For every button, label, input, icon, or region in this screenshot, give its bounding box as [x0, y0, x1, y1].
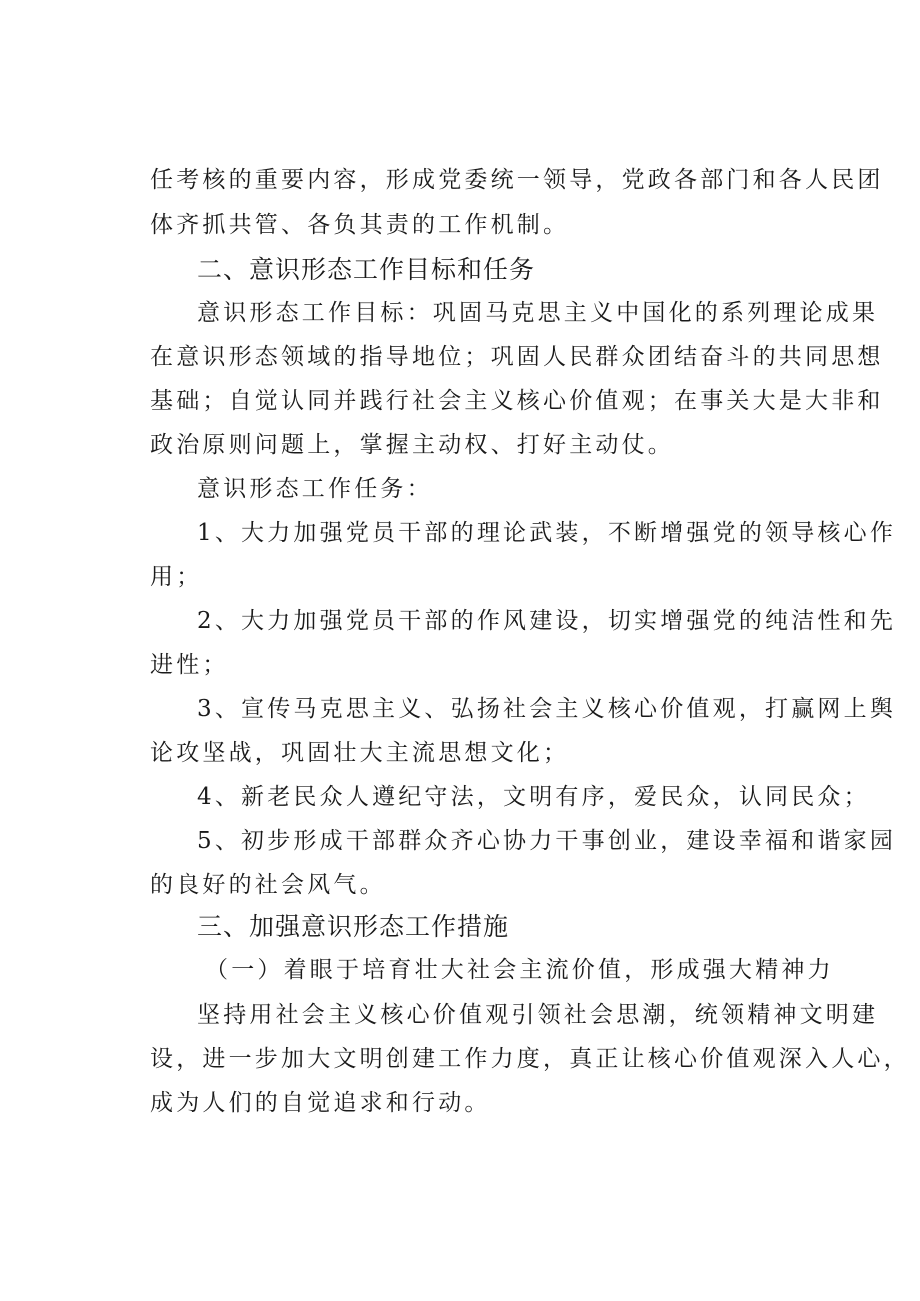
list-item-line: 4、新老民众人遵纪守法，文明有序，爱民众，认同民众；	[197, 784, 870, 810]
section-heading: 三、加强意识形态工作措施	[197, 912, 510, 941]
paragraph-line: 政治原则问题上，掌握主动权、打好主动仗。	[150, 432, 674, 458]
paragraph-line: 意识形态工作目标：巩固马克思主义中国化的系列理论成果	[197, 300, 879, 326]
paragraph-line: 设，进一步加大文明创建工作力度，真正让核心价值观深入人心，	[150, 1046, 910, 1072]
list-item-line: 2、大力加强党员干部的作风建设，切实增强党的纯洁性和先	[197, 608, 897, 634]
paragraph-line: 意识形态工作任务：	[197, 476, 433, 502]
list-item-line: 3、宣传马克思主义、弘扬社会主义核心价值观，打赢网上舆	[197, 696, 897, 722]
list-item-line: 的良好的社会风气。	[150, 872, 386, 898]
paragraph-line: 体齐抓共管、各负其责的工作机制。	[150, 212, 570, 238]
list-item-line: 1、大力加强党员干部的理论武装，不断增强党的领导核心作	[197, 520, 897, 546]
section-heading: 二、意识形态工作目标和任务	[197, 255, 536, 284]
paragraph-line: 坚持用社会主义核心价值观引领社会思潮，统领精神文明建	[197, 1002, 879, 1028]
list-item-line: 用；	[150, 564, 203, 590]
subsection-heading: （一）着眼于培育壮大社会主流价值，形成强大精神力	[205, 957, 834, 983]
paragraph-line: 基础；自觉认同并践行社会主义核心价值观；在事关大是大非和	[150, 388, 884, 414]
list-item-line: 5、初步形成干部群众齐心协力干事创业，建设幸福和谐家园	[197, 828, 897, 854]
paragraph-line: 成为人们的自觉追求和行动。	[150, 1090, 491, 1116]
paragraph-line: 在意识形态领域的指导地位；巩固人民群众团结奋斗的共同思想	[150, 344, 884, 370]
list-item-line: 论攻坚战，巩固壮大主流思想文化；	[150, 740, 570, 766]
paragraph-line: 任考核的重要内容，形成党委统一领导，党政各部门和各人民团	[150, 167, 884, 193]
list-item-line: 进性；	[150, 652, 229, 678]
